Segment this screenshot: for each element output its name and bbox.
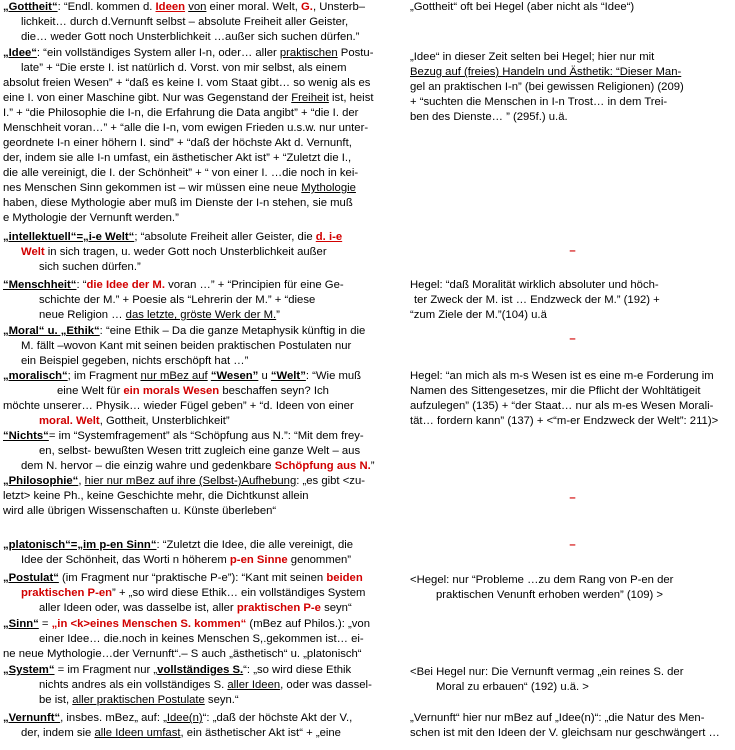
text-run: : “ein vollständiges System aller I-n, oder… aller (36, 47, 280, 59)
text-line (3, 553, 400, 568)
text-run: = (38, 618, 52, 630)
text-run: u (258, 370, 271, 382)
entry-term: „Philosophie“ (3, 475, 79, 487)
text-run: hier nur mBez auf ihre (Selbst-)Aufhebung (84, 475, 297, 487)
text-run: vollständiges S. (157, 664, 244, 676)
text-run: dem N. hervor – die einzig wahre und gedenkbare (21, 460, 275, 472)
entry-platonisch (0, 538, 735, 569)
text-line: haben, diese Mythologie aber muß im Dienste der I-n stehen, sie muß (3, 197, 353, 209)
text-line (3, 414, 400, 429)
comment-line: praktischen Venunft erhoben werden” (109) > (436, 589, 664, 601)
entry-term: „Postulat“ (3, 572, 59, 584)
text-run: be ist, (39, 694, 73, 706)
entry-postulat (0, 571, 735, 617)
text-run: : „es gibt <zu- (296, 475, 365, 487)
text-run: : “eine Ethik – Da die ganze Metaphysik künftig in die (99, 325, 366, 337)
comment-line: tät… fordern kann” (137) + <“m-er Endzweck der Welt”: 211)> (410, 415, 719, 427)
text-run: aller praktischen Postulate (72, 694, 205, 706)
comment-line: + “suchten die Menschen in I-n Trost… in dem Trei- (410, 96, 668, 108)
text-run: = im Fragment nur „ (54, 664, 158, 676)
hegel-comment (400, 571, 735, 617)
text-line (3, 324, 400, 339)
text-run: , insbes. mBez„ auf: „ (60, 712, 167, 724)
entry-term: „Idee“ (3, 47, 37, 59)
entry-text (0, 230, 400, 280)
text-line: lichkeit… durch d.Vernunft selbst – absolute Freiheit aller Geister, (21, 16, 349, 28)
text-run: : “Wie muß (305, 370, 362, 382)
entry-term: “Nichts“ (3, 430, 49, 442)
hegel-comment (400, 0, 735, 48)
text-line: en, selbst- bewußten Wesen tritt zugleich eine ganze Welt – aus (39, 445, 361, 457)
text-line: geordnete I-n einer höhern I. sind” + “daß der höchste Akt d. Vernunft, (3, 137, 352, 149)
text-line (3, 429, 400, 444)
comment-line: Moral zu erbauen“ (192) u.ä. > (436, 681, 589, 693)
comment-line: <Bei Hegel nur: Die Vernunft vermag „ein reines S. der (410, 666, 684, 678)
text-line: Menschheit voran…” + “alle die I-n, vom ewigen Frieden u.s.w. nur unter- (3, 122, 369, 134)
entry-text (0, 46, 400, 230)
text-line (3, 308, 400, 323)
text-run: : “ (76, 279, 87, 291)
entry-term: „moralisch“ (3, 370, 68, 382)
entry-term: „intellektuell“=„i-e Welt“ (3, 231, 135, 243)
text-line (3, 693, 400, 708)
text-line: möchte unserer… Physik… wieder Fügel geben” + “d. Ideen von einer (3, 400, 354, 412)
dash-marker: – (569, 333, 576, 345)
comment-line: ter Zweck der M. ist … Endzweck der M.” (192) + (414, 294, 660, 306)
text-line: sich suchen dürfen.” (39, 261, 141, 273)
dash-marker: – (569, 539, 576, 551)
entry-text (0, 0, 400, 48)
text-run: , (78, 475, 85, 487)
text-run: aller Ideen (227, 679, 281, 691)
text-run: aller Ideen oder, was dasselbe ist, aller (39, 602, 237, 614)
highlight-run: d. i-e (315, 231, 343, 243)
text-line (3, 245, 400, 260)
hegel-comment (400, 474, 735, 538)
text-run: “Wesen” (210, 370, 259, 382)
text-line (3, 181, 400, 196)
hegel-comment (400, 369, 735, 429)
comment-line: ben des Dienste… ” (295f.) u.ä. (410, 111, 568, 123)
text-line (3, 586, 400, 601)
comment-line: “zum Ziele der M.”(104) u.ä (410, 309, 547, 321)
entry-text (0, 324, 400, 369)
text-run: von (188, 1, 207, 13)
highlight-run: die Idee der M. (86, 279, 165, 291)
entry-term: „Gottheit“ (3, 1, 58, 13)
hegel-comment (400, 278, 735, 324)
hegel-comment (400, 538, 735, 569)
text-run: Mythologie (301, 182, 356, 194)
hegel-comment (400, 324, 735, 369)
text-run: : “Endl. kommen d. (57, 1, 156, 13)
entry-text (0, 617, 400, 663)
entry-vernunft (0, 711, 735, 747)
text-line: M. fällt –wovon Kant mit seinen beiden praktischen Postulaten nur (21, 340, 352, 352)
entry-term: „Vernunft“ (3, 712, 61, 724)
text-line (3, 474, 400, 489)
comment-line: <Hegel: nur “Probleme …zu dem Rang von P-en der (410, 574, 674, 586)
entry-term: „platonisch“=„im p-en Sinn“ (3, 539, 157, 551)
hegel-comment (400, 46, 735, 230)
entry-text (0, 538, 400, 569)
text-run: (mBez auf Philos.): „von (246, 618, 370, 630)
text-line: absolut freien Wesen” + “daß es keine I. vom Staat gibt… so wenig als es (3, 77, 371, 89)
entry-text (0, 474, 400, 538)
entry-term: „Moral“ u. „Ethik“ (3, 325, 100, 337)
highlight-run: praktischen P-e (236, 602, 321, 614)
comment-line: „Idee“ in dieser Zeit selten bei Hegel; hier nur mit (410, 51, 655, 63)
text-run: in sich tragen, u. weder Gott noch Unsterblichkeit außer (44, 246, 327, 258)
text-run: Freiheit (291, 92, 329, 104)
text-run: praktischen (279, 47, 338, 59)
text-run: “Welt” (270, 370, 306, 382)
entry-text (0, 369, 400, 429)
highlight-run: Ideen (155, 1, 186, 13)
text-run: ” (276, 309, 280, 321)
text-line (3, 726, 400, 741)
text-line (3, 278, 400, 293)
entry-text (0, 663, 400, 709)
dash-marker: – (569, 492, 576, 504)
comment-line: Hegel: “daß Moralität wirklich absoluter und höch- (410, 279, 659, 291)
highlight-run: p-en Sinne (229, 554, 288, 566)
entry-moral-ethik (0, 324, 735, 369)
text-line: late” + “Die erste I. ist natürlich d. Vorst. von mir selbst, als einem (21, 62, 347, 74)
text-line (3, 678, 400, 693)
text-line (3, 91, 400, 106)
highlight-run: ein morals Wesen (123, 385, 220, 397)
text-line (3, 0, 400, 15)
entry-text (0, 711, 400, 747)
text-run: beschaffen seyn? Ich (219, 385, 329, 397)
entry-sinn (0, 617, 735, 663)
text-line (3, 663, 400, 678)
text-run: , Unsterb– (312, 1, 366, 13)
text-run: eine I. von einer Maschine gibt. Nur was Gegenstand der (3, 92, 292, 104)
comment-line: Hegel: “an mich als m-s Wesen ist es eine m-e Forderung im (410, 370, 714, 382)
text-run: Idee der Schönheit, das Worti n höherem (21, 554, 230, 566)
highlight-run: „in <k>eines Menschen S. kommen“ (51, 618, 247, 630)
text-run: alle Ideen umfast (94, 727, 181, 739)
highlight-run: G. (301, 1, 313, 13)
text-line: ein Beispiel gegeben, nichts erschöpft hat …” (21, 355, 249, 367)
hegel-comment (400, 711, 735, 747)
text-line (3, 711, 400, 726)
text-run: neue Religion … (39, 309, 126, 321)
comment-line: schen ist mit den Ideen der V. gleichsam nur geschwängert … (410, 727, 720, 739)
comment-line: Namen des Sittengesetzes, mir die Pflicht der Wohltätigeit (410, 385, 701, 397)
text-run: ” + „so wird diese Ethik… ein vollständiges System (112, 587, 366, 599)
text-run: seyn.“ (204, 694, 239, 706)
text-run: (im Fragment nur “praktische P-e”): “Kant mit seinen (58, 572, 327, 584)
text-run: , ein ästhetischer Akt ist“ + „eine (180, 727, 341, 739)
text-run: “: „so wird diese Ethik (243, 664, 352, 676)
entry-nichts (0, 429, 735, 474)
entry-gottheit (0, 0, 735, 48)
text-run: nur mBez auf (140, 370, 208, 382)
text-run: ; “absolute Freiheit aller Geister, die (134, 231, 316, 243)
text-run: , oder was dassel- (280, 679, 372, 691)
entry-term: „Sinn“ (3, 618, 39, 630)
entry-text (0, 429, 400, 474)
text-run: voran …” + “Principien für eine Ge- (164, 279, 344, 291)
text-line: einer Idee… die.noch in keines Menschen S,.gekommen ist… ei- (39, 633, 364, 645)
text-run: Idee(n) (166, 712, 203, 724)
text-line: e Mythologie der Vernunft werden.” (3, 212, 179, 224)
entry-menschheit (0, 278, 735, 324)
highlight-run: beiden (326, 572, 363, 584)
hegel-comment (400, 663, 735, 709)
text-line (3, 459, 400, 474)
text-run: “: „daß der höchste Akt der V., (202, 712, 353, 724)
text-run: nes Menschen Sinn gekommen ist – wir müssen eine neue (3, 182, 302, 194)
comment-line: „Vernunft“ hier nur mBez auf „Idee(n)“: „die Natur des Men- (410, 712, 705, 724)
entry-system (0, 663, 735, 709)
text-run: der, indem sie (21, 727, 95, 739)
text-line (3, 601, 400, 616)
hegel-comment (400, 429, 735, 474)
text-line (3, 230, 400, 245)
text-run: ist, heist (328, 92, 374, 104)
highlight-run: praktischen P-en (21, 587, 113, 599)
entry-philosophie (0, 474, 735, 538)
text-run: = im “Systemfragement” als “Schöpfung aus N.”: “Mit dem frey- (48, 430, 364, 442)
comment-line: Bezug auf (freies) Handeln und Ästhetik: “Dieser Man- (410, 66, 682, 78)
text-line: I.” + “die Philosophie die I-n, die Erfahrung die Data angibt” + “die I. der (3, 107, 359, 119)
highlight-run: Welt (21, 246, 45, 258)
text-line (3, 538, 400, 553)
text-line: wird alle übrigen Wissenschaften u. Künste überleben“ (3, 505, 277, 517)
highlight-run: Schöpfung aus N. (274, 460, 371, 472)
text-run: : “Zuletzt die Idee, die alle vereinigt, die (156, 539, 354, 551)
text-line (3, 571, 400, 586)
text-run: genommen” (287, 554, 352, 566)
text-line (3, 617, 400, 632)
text-run: ” (370, 460, 375, 472)
entry-term: “Menschheit“ (3, 279, 77, 291)
text-line (3, 369, 400, 384)
text-run: ; im Fragment (67, 370, 141, 382)
text-line: die… weder Gott noch Unsterblichkeit …außer sich suchen dürfen.” (21, 31, 360, 43)
comment-line: „Gottheit“ oft bei Hegel (aber nicht als “Idee“) (410, 1, 635, 13)
entry-text (0, 278, 400, 324)
comment-line: gel an praktischen I-n” (bei gewissen Religionen) (209) (410, 81, 684, 93)
entry-text (0, 571, 400, 617)
entry-term: „System“ (3, 664, 55, 676)
text-run: Postu- (337, 47, 374, 59)
text-run: , Gottheit, Unsterblichkeit” (99, 415, 230, 427)
entry-idee (0, 46, 735, 230)
text-run: das letzte, gröste Werk der M. (125, 309, 277, 321)
text-run: eine Welt für (57, 385, 124, 397)
dash-marker: – (569, 245, 576, 257)
hegel-comment (400, 617, 735, 663)
text-run: einer moral. Welt, (206, 1, 302, 13)
text-line: letzt> keine Ph., keine Geschichte mehr, die Dichtkunst allein (3, 490, 309, 502)
text-line: schichte der M.” + Poesie als “Lehrerin der M.” + “diese (39, 294, 316, 306)
text-line: die alle vereinigt, die I. der Schönheit” + “ von einer I. …die noch in kei- (3, 167, 359, 179)
text-run: seyn“ (320, 602, 352, 614)
text-line (3, 46, 400, 61)
hegel-comment (400, 230, 735, 280)
text-line (3, 384, 400, 399)
entry-intellektuell (0, 230, 735, 280)
highlight-run: moral. Welt (39, 415, 100, 427)
text-line: der, indem sie alle I-n umfast, ein ästhetischer Akt ist” + “Zuletzt die I., (3, 152, 352, 164)
text-line: ne neue Mythologie…der Vernunft“.– S auch „ästhetisch“ u. „platonisch“ (3, 648, 362, 660)
comment-line: aufzulegen” (135) + “der Staat… nur als m-es Wesen Morali- (410, 400, 714, 412)
text-run: nichts andres als ein vollständiges S. (39, 679, 228, 691)
entry-moralisch (0, 369, 735, 429)
